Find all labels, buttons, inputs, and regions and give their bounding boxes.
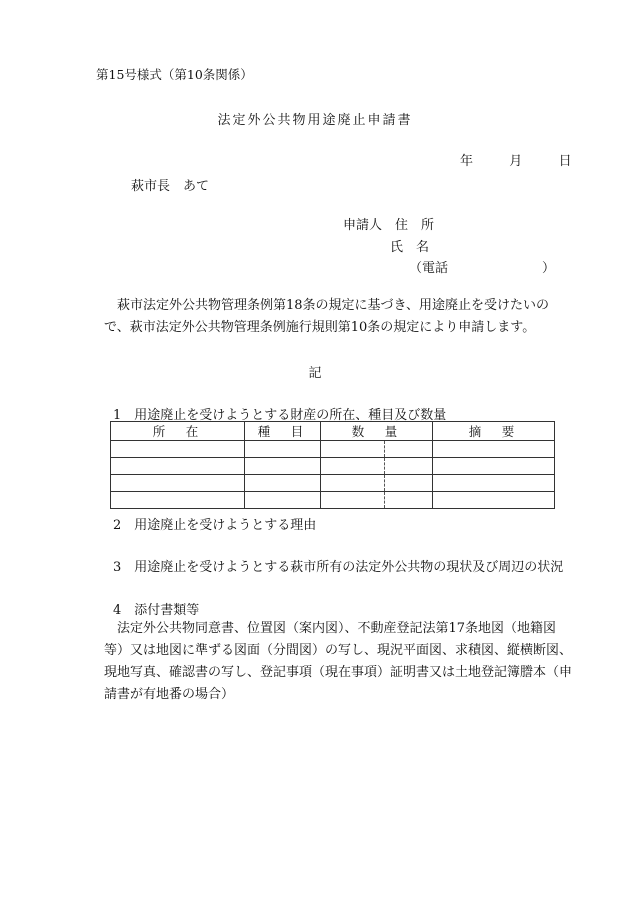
cell-remarks[interactable] (433, 475, 555, 492)
applicant-address-label: 申請人 住 所 (343, 218, 435, 233)
form-number: 第15号様式（第10条関係） (96, 67, 253, 82)
cell-remarks[interactable] (433, 458, 555, 475)
header-type: 種 目 (245, 422, 321, 441)
cell-type[interactable] (245, 475, 321, 492)
applicant-phone-line (409, 257, 555, 276)
cell-unit[interactable] (385, 458, 433, 475)
phone-label: （電話 (409, 261, 449, 276)
cell-unit[interactable] (385, 441, 433, 458)
header-quantity: 数 量 (321, 422, 433, 441)
cell-quantity[interactable] (321, 458, 385, 475)
cell-type[interactable] (245, 441, 321, 458)
header-remarks: 摘 要 (433, 422, 555, 441)
cell-type[interactable] (245, 492, 321, 509)
cell-unit[interactable] (385, 475, 433, 492)
header-location: 所 在 (111, 422, 245, 441)
cell-quantity[interactable] (321, 492, 385, 509)
applicant-name-label: 氏 名 (390, 240, 430, 255)
body-paragraph: 萩市法定外公共物管理条例第18条の規定に基づき、用途廃止を受けたいので、萩市法定外公共物管理条例施行規則第10条の規定により申請します。 (104, 298, 550, 335)
property-table (110, 421, 555, 509)
section-2-heading: 2 用途廃止を受けようとする理由 (113, 518, 317, 533)
cell-remarks[interactable] (433, 492, 555, 509)
date-month: 月 (509, 154, 523, 169)
table-header-row (111, 422, 555, 441)
cell-quantity[interactable] (321, 475, 385, 492)
section-3-heading: 3 用途廃止を受けようとする萩市所有の法定外公共物の現状及び周辺の状況 (113, 560, 564, 575)
table-row (111, 492, 555, 509)
cell-remarks[interactable] (433, 441, 555, 458)
table-row (111, 475, 555, 492)
addressee: 萩市長 あて (131, 179, 210, 194)
cell-location[interactable] (111, 458, 245, 475)
cell-location[interactable] (111, 475, 245, 492)
document-title: 法定外公共物用途廃止申請書 (217, 113, 413, 128)
cell-quantity[interactable] (321, 441, 385, 458)
date-line (460, 150, 572, 169)
ki-heading: 記 (308, 366, 322, 381)
date-year: 年 (460, 154, 474, 169)
date-day: 日 (558, 154, 572, 169)
cell-type[interactable] (245, 458, 321, 475)
cell-location[interactable] (111, 441, 245, 458)
cell-location[interactable] (111, 492, 245, 509)
phone-close: ） (542, 261, 556, 276)
section-1-heading: 1 用途廃止を受けようとする財産の所在、種目及び数量 (113, 408, 447, 423)
table-row (111, 441, 555, 458)
attachments-paragraph: 法定外公共物同意書、位置図（案内図）、不動産登記法第17条地図（地籍図等）又は地図に準ずる図面（分間図）の写し、現況平面図、求積図、縦横断図、現地写真、確認書の写し、登記事項（現在事項）証明書又は土地登記簿謄本（申請書が有地番の場合） (104, 621, 573, 702)
table-row (111, 458, 555, 475)
section-4-heading: 4 添付書類等 (113, 603, 200, 618)
cell-unit[interactable] (385, 492, 433, 509)
